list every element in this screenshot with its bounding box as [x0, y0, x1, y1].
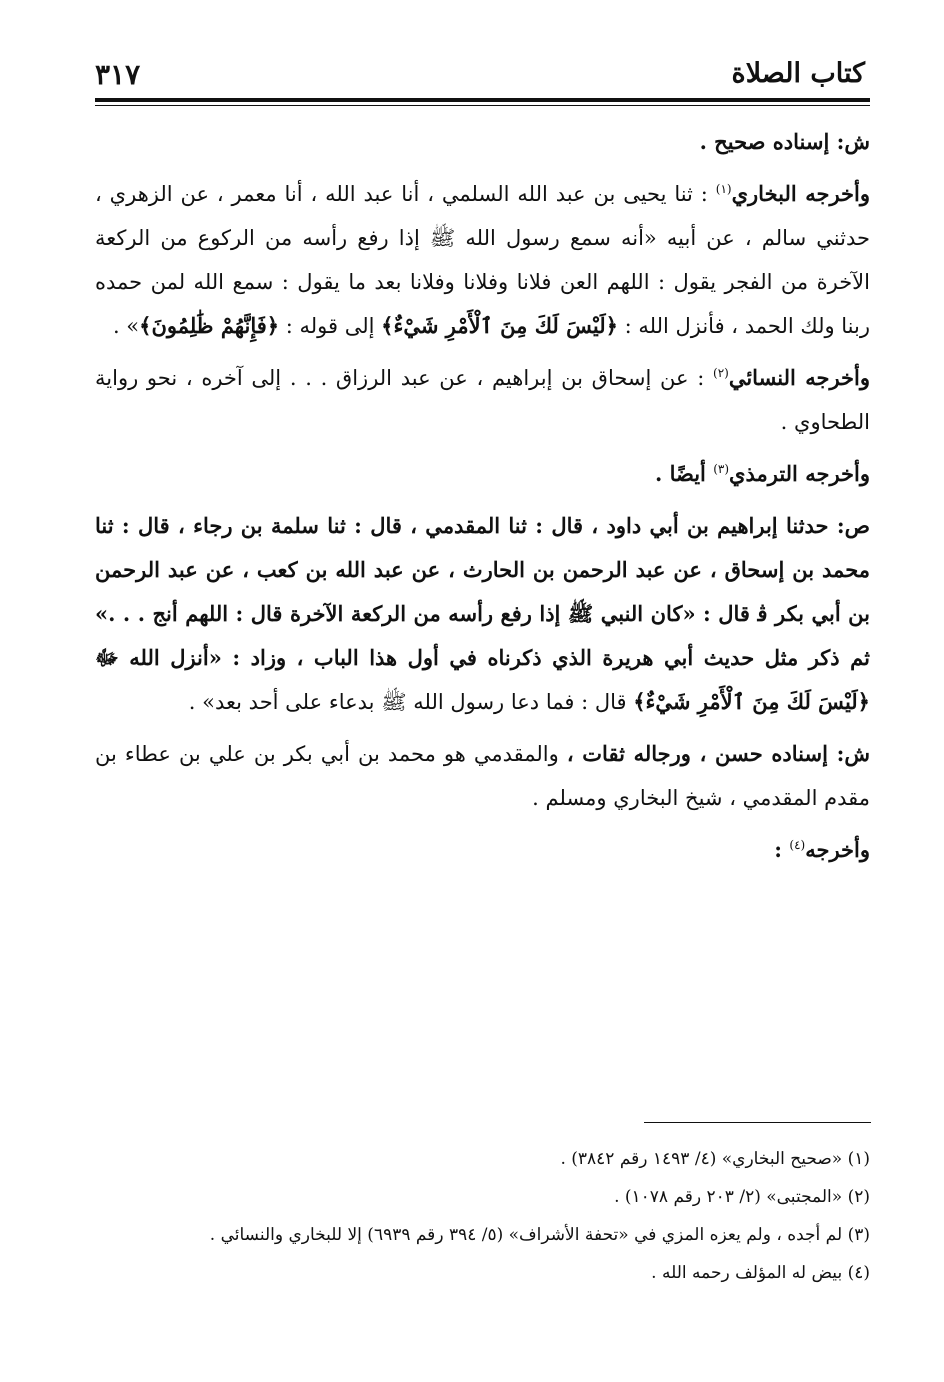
lead: وأخرجه البخاري	[731, 181, 871, 206]
lead: ش: إسناده حسن ، ورجاله ثقات ،	[566, 741, 871, 766]
footnote: (٢) «المجتبى» (٢/ ٢٠٣ رقم ١٠٧٨) .	[614, 1187, 870, 1207]
quran-verse: ﴿فَإِنَّهُمْ ظَٰلِمُونَ﴾	[139, 313, 280, 338]
page-header	[95, 58, 865, 98]
paragraph-6	[95, 732, 870, 820]
body: والمقدمي هو محمد بن أبي بكر بن علي بن عطاء بن مقدم المقدمي ، شيخ البخاري ومسلم .	[95, 742, 870, 810]
paragraph-1	[95, 120, 870, 164]
paragraph-7	[95, 828, 870, 872]
footnote-ref: (٤)	[789, 838, 806, 852]
body: قال : فما دعا رسول الله ﷺ بدعاء على أحد بعد» .	[188, 690, 634, 714]
lead: ش:	[836, 129, 870, 154]
body: : عن إسحاق بن إبراهيم ، عن عبد الرزاق . . . إلى آخره ، نحو رواية الطحاوي .	[95, 366, 870, 434]
footnote-ref: (٣)	[713, 462, 730, 476]
body: :	[774, 837, 790, 862]
footnotes	[95, 1140, 870, 1292]
body: : ثنا يحيى بن عبد الله السلمي ، أنا عبد الله ، أنا معمر ، عن الزهري ، حدثني سالم ، عن أبيه «أنه سمع رسول الله ﷺ إذا رفع رأسه من الركوع من الركعة الآخرة من الفجر يقول : اللهم العن فلانا وفلانا وفلانا بعد ما يقول : سمع الله لمن حمده ربنا ولك الحمد ، فأنزل الله :	[95, 182, 870, 338]
footnote-ref: (١)	[715, 182, 732, 196]
book-title: كتاب الصلاة	[731, 58, 865, 89]
body: إسناده صحيح .	[699, 129, 837, 154]
lead: وأخرجه الترمذي	[729, 461, 870, 486]
quran-verse: ﴿لَيْسَ لَكَ مِنَ ٱلْأَمْرِ شَيْءٌ﴾	[381, 313, 618, 338]
footnote: (١) «صحيح البخاري» (٤/ ١٤٩٣ رقم ٣٨٤٢) .	[560, 1149, 870, 1169]
footnote: (٣) لم أجده ، ولم يعزه المزي في «تحفة الأشراف» (٥/ ٣٩٤ رقم ٦٩٣٩) إلا للبخاري والنسائي .	[209, 1225, 870, 1245]
footnote-rule	[644, 1122, 871, 1123]
lead: وأخرجه	[805, 837, 870, 862]
header-rule-thick	[95, 98, 870, 102]
body: أيضًا .	[654, 461, 714, 486]
body: إلى قوله :	[279, 314, 382, 338]
body: » .	[112, 314, 140, 338]
paragraph-2	[95, 172, 870, 348]
header-rule-thin	[95, 105, 870, 106]
quran-verse: ﴿لَيْسَ لَكَ مِنَ ٱلْأَمْرِ شَيْءٌ﴾	[633, 689, 870, 714]
paragraph-3	[95, 356, 870, 444]
body: ص: حدثنا إبراهيم بن أبي داود ، قال : ثنا المقدمي ، قال : ثنا سلمة بن رجاء ، قال : ثنا محمد بن إسحاق ، عن عبد الرحمن بن الحارث ، عن عبد الله بن كعب ، عن عبد الرحمن بن أبي بكر ﭬ قال : «كان النبي ﷺ إذا رفع رأسه من الركعة الآخرة قال : اللهم أنج . . .» ثم ذكر مثل حديث أبي هريرة الذي ذكرناه في أول هذا الباب ، وزاد : «أنزل الله ﷻ	[95, 513, 870, 670]
lead: وأخرجه النسائي	[728, 365, 870, 390]
main-text	[95, 120, 870, 880]
page-number: ٣١٧	[95, 58, 141, 91]
footnote: (٤) بيض له المؤلف رحمه الله .	[651, 1263, 870, 1283]
paragraph-5	[95, 504, 870, 724]
paragraph-4	[95, 452, 870, 496]
footnote-ref: (٢)	[713, 366, 729, 380]
